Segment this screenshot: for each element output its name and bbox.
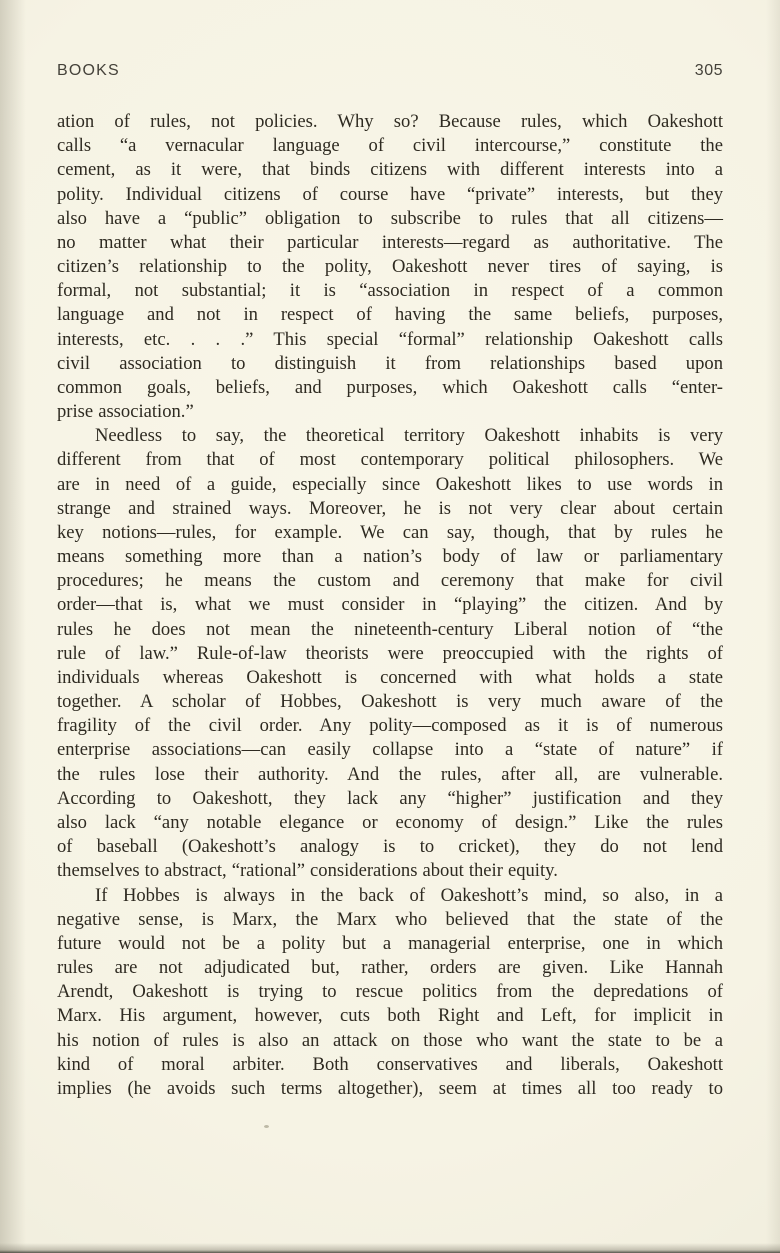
text-line: Marx. His argument, however, cuts both Right and Left, for implicit in <box>57 1005 723 1027</box>
text-line: formal, not substantial; it is “association in respect of a common <box>57 280 723 302</box>
text-line: According to Oakeshott, they lack any “higher” justification and they <box>57 787 723 809</box>
text-line: rule of law.” Rule-of-law theorists were preoccupied with the rights of <box>57 642 723 664</box>
running-head-title: BOOKS <box>57 62 120 79</box>
scan-edge-right <box>766 0 780 1253</box>
text-line: negative sense, is Marx, the Marx who believed that the state of the <box>57 908 723 930</box>
text-line: kind of moral arbiter. Both conservatives and liberals, Oakeshott <box>57 1053 723 1075</box>
text-line: calls “a vernacular language of civil intercourse,” constitute the <box>57 135 723 157</box>
text-line: implies (he avoids such terms altogether), seem at times all too ready to <box>57 1077 723 1099</box>
text-line: strange and strained ways. Moreover, he is not very clear about certain <box>57 497 723 519</box>
text-line: polity. Individual citizens of course have “private” interests, but they <box>57 183 723 205</box>
text-line: interests, etc. . . .” This special “formal” relationship Oakeshott calls <box>57 328 723 350</box>
text-line: rules he does not mean the nineteenth-century Liberal notion of “the <box>57 618 723 640</box>
text-line: are in need of a guide, especially since Oakeshott likes to use words in <box>57 473 723 495</box>
text-line: means something more than a nation’s body of law or parliamentary <box>57 546 723 568</box>
text-line: language and not in respect of having the same beliefs, purposes, <box>57 304 723 326</box>
text-line: common goals, beliefs, and purposes, which Oakeshott calls “enter- <box>57 376 723 398</box>
scan-speck <box>264 1125 269 1128</box>
text-line: no matter what their particular interests—regard as authoritative. The <box>57 231 723 253</box>
scan-edge-left <box>0 0 26 1253</box>
text-line: different from that of most contemporary political philosophers. We <box>57 449 723 471</box>
text-line: cement, as it were, that binds citizens with different interests into a <box>57 159 723 181</box>
text-line: of baseball (Oakeshott’s analogy is to cricket), they do not lend <box>57 836 723 858</box>
text-line: rules are not adjudicated but, rather, orders are given. Like Hannah <box>57 957 723 979</box>
text-line: fragility of the civil order. Any polity—composed as it is of numerous <box>57 715 723 737</box>
text-line: Arendt, Oakeshott is trying to rescue politics from the depredations of <box>57 981 723 1003</box>
text-line: themselves to abstract, “rational” considerations about their equity. <box>57 860 558 882</box>
text-line: civil association to distinguish it from relationships based upon <box>57 352 723 374</box>
text-line: ation of rules, not policies. Why so? Because rules, which Oakeshott <box>57 111 723 132</box>
text-line: order—that is, what we must consider in “playing” the citizen. And by <box>57 594 723 616</box>
text-line: enterprise associations—can easily collapse into a “state of nature” if <box>57 739 723 761</box>
text-line: future would not be a polity but a managerial enterprise, one in which <box>57 932 723 954</box>
text-line: individuals whereas Oakeshott is concerned with what holds a state <box>57 666 723 688</box>
text-line: the rules lose their authority. And the rules, after all, are vulnerable. <box>57 763 723 785</box>
text-line: citizen’s relationship to the polity, Oakeshott never tires of saying, is <box>57 256 723 278</box>
text-line: together. A scholar of Hobbes, Oakeshott is very much aware of the <box>57 691 723 713</box>
text-line: also have a “public” obligation to subscribe to rules that all citizens— <box>57 207 723 229</box>
text-line: Needless to say, the theoretical territory Oakeshott inhabits is very <box>95 425 723 447</box>
text-line: procedures; he means the custom and ceremony that make for civil <box>57 570 723 592</box>
text-line: also lack “any notable elegance or economy of design.” Like the rules <box>57 811 723 833</box>
text-line: prise association.” <box>57 401 194 423</box>
scan-edge-bottom <box>0 1243 780 1253</box>
running-head <box>57 62 723 84</box>
text-line: his notion of rules is also an attack on those who want the state to be a <box>57 1029 723 1051</box>
text-line: If Hobbes is always in the back of Oakeshott’s mind, so also, in a <box>95 884 723 906</box>
body-text <box>57 110 723 1101</box>
page-number: 305 <box>694 62 723 79</box>
text-line: key notions—rules, for example. We can say, though, that by rules he <box>57 521 723 543</box>
